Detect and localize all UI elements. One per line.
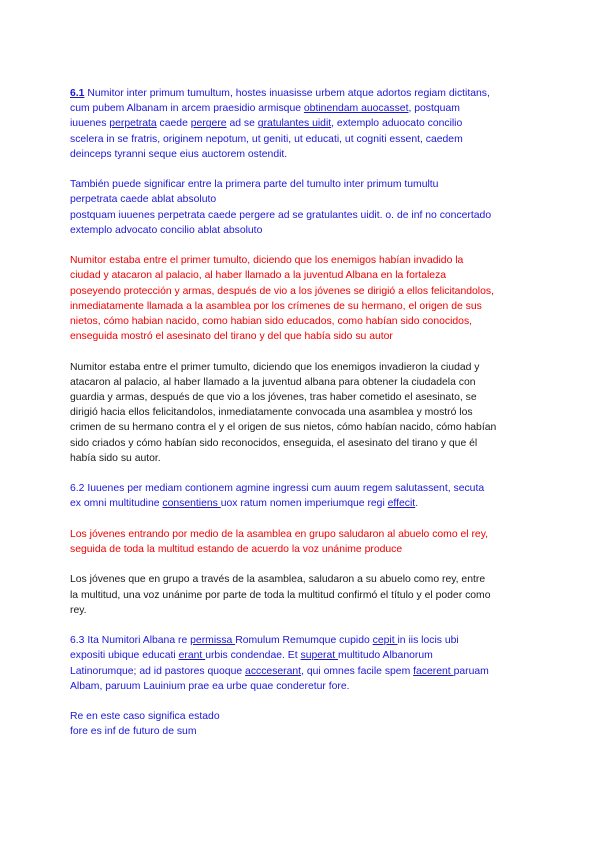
text-line: postquam iuuenes perpetrata caede pergere ad se gratulantes uidit. o. de inf no concertado — [70, 209, 492, 221]
text-line: Numitor estaba entre el primer tumulto, diciendo que los enemigos habían invadido la — [70, 255, 464, 267]
text-line: scelera in se fratris, originem nepotum, ut geniti, ut educati, ut cogniti essent, caedem — [70, 133, 463, 145]
underlined-word: cepit — [372, 635, 398, 647]
text-line: fore es inf de futuro de sum — [70, 726, 197, 738]
text-line: Numitor estaba entre el primer tumulto, diciendo que los enemigos invadieron la ciudad y — [70, 361, 480, 373]
text-line: Latinorumque; ad id pastores quoque accceserant, qui omnes facile spem facerent paruam — [70, 665, 489, 677]
text-line: crimen de su hermano contra el y el origen de sus nietos, cómo habían nacido, cómo habían — [70, 422, 497, 434]
draft-translation-6-2 — [70, 527, 540, 557]
text-line: 6.2 Iuuenes per mediam contionem agmine ingressi cum auum regem salutassent, secuta — [70, 483, 485, 495]
underlined-word: perpetrata — [109, 118, 157, 130]
text-line: cum pubem Albanam in arcem praesidio armisque obtinendam auocasset, postquam — [70, 103, 460, 115]
text-line: sido criados y cómo habían sido reconocidos, enseguida, el asesinato del tirano y que él — [70, 437, 478, 449]
section-number: 6.1 — [70, 88, 85, 99]
underlined-word: effecit — [387, 498, 416, 510]
text-line: poseyendo protección y armas, después de vio a los jóvenes se dirigió a ellos felicitandolos, — [70, 285, 494, 297]
draft-translation-6-1 — [70, 253, 540, 344]
text-line: expositi ubique educati erant urbis condendae. Et superat multitudo Albanorum — [70, 650, 433, 662]
underlined-word: facerent — [413, 665, 454, 677]
grammar-notes-6-1 — [70, 177, 540, 238]
text-line: Re en este caso significa estado — [70, 711, 220, 723]
text-line: enseguida mostró el asesinato del tirano y del que había sido su autor — [70, 331, 393, 343]
text-line: También puede significar entre la primera parte del tumulto inter primum tumultu — [70, 179, 439, 191]
text-line: 6.1 Numitor inter primum tumultum, hostes inuasisse urbem atque adortos regiam dictitans, — [70, 88, 490, 99]
text-line: guardia y armas, después de que vio a los jóvenes, tras haber cometido el asesinato, se — [70, 392, 477, 404]
text-line: Los jóvenes que en grupo a través de la asamblea, saludaron a su abuelo como rey, entre — [70, 574, 486, 586]
text-line: rey. — [70, 604, 87, 616]
text-line: nietos, cómo habian nacido, como habian sido educados, como habían sido conocidos, — [70, 316, 473, 328]
underlined-word: consentiens — [162, 498, 221, 510]
text-line: había sido su autor. — [70, 452, 161, 464]
grammar-notes-6-3 — [70, 709, 540, 739]
underlined-word: pergere — [190, 118, 227, 130]
underlined-word: erant — [178, 650, 206, 662]
text-line: atacaron al palacio, al haber llamado a la juventud albana para obtener la ciudadela con — [70, 376, 476, 388]
text-line: 6.3 Ita Numitori Albana re permissa Romulum Remumque cupido cepit in iis locis ubi — [70, 635, 459, 647]
latin-paragraph-6-1 — [70, 86, 540, 162]
text-line: iuuenes perpetrata caede pergere ad se gratulantes uidit, extemplo aduocato concilio — [70, 118, 463, 130]
underlined-word: permissa — [190, 635, 236, 647]
text-line: perpetrata caede ablat absoluto — [70, 194, 217, 206]
text-line: extemplo advocato concilio ablat absoluto — [70, 224, 263, 236]
text-line: deinceps tyranni seque eius auctorem ostendit. — [70, 148, 288, 160]
text-line: ex omni multitudine consentiens uox ratum nomen imperiumque regi effecit. — [70, 498, 419, 510]
document-page — [70, 86, 540, 755]
text-line: Los jóvenes entrando por medio de la asamblea en grupo saludaron al abuelo como el rey, — [70, 528, 489, 540]
text-line: inmediatamente llamada a la asamblea por los crímenes de su hermano, el origen de sus — [70, 300, 482, 312]
latin-paragraph-6-3 — [70, 633, 540, 694]
text-line: dirigió hacia ellos felicitandolos, inmediatamente convocada una asamblea y mostró los — [70, 407, 473, 419]
underlined-word: superat — [300, 650, 339, 662]
text-line: ciudad y atacaron al palacio, al haber llamado a la juventud Albana en la fortaleza — [70, 270, 447, 282]
underlined-word: gratulantes uidit — [257, 118, 332, 130]
final-translation-6-2 — [70, 572, 540, 618]
text-line: la multitud, una voz unánime por parte de toda la multitud confirmó el título y el poder como — [70, 589, 491, 601]
text-line: seguida de toda la multitud estando de acuerdo la voz unánime produce — [70, 544, 403, 556]
text-line: Albam, paruum Lauinium prae ea urbe quae conderetur fore. — [70, 680, 350, 692]
latin-paragraph-6-2 — [70, 481, 540, 511]
final-translation-6-1 — [70, 360, 540, 466]
underlined-word: accceserant — [245, 665, 302, 677]
underlined-word: obtinendam auocasset — [303, 103, 409, 115]
